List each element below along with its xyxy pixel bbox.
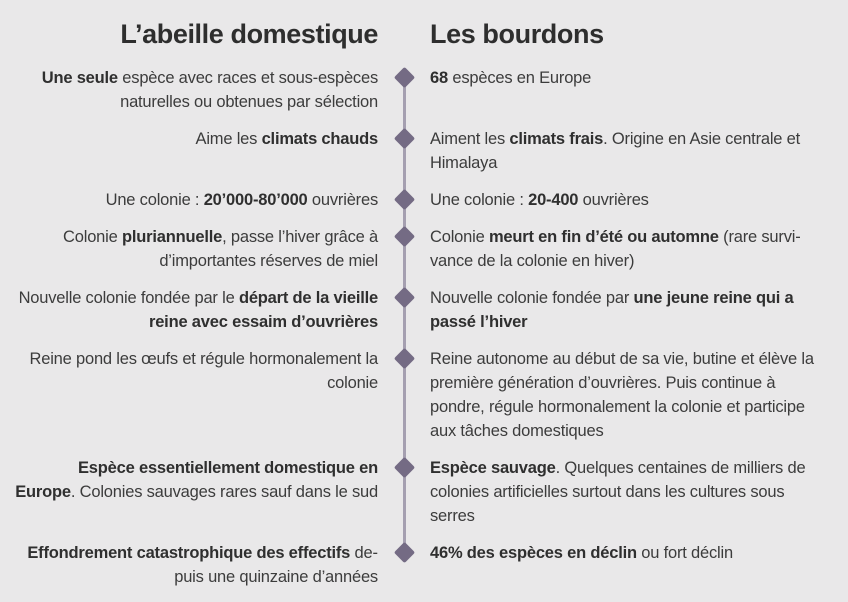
diamond-icon — [393, 189, 414, 210]
diamond-icon — [393, 226, 414, 247]
left-cell-text: Espèce essentiellement domestique en Europe. Colonies sauvages rares sauf dans le sud — [15, 459, 378, 501]
left-cell-text: Effondrement catastrophique des effectifs depuis une quinzaine d’années — [27, 544, 378, 586]
comparison-rows — [0, 66, 848, 602]
diamond-icon — [393, 348, 414, 369]
timeline-gutter — [378, 286, 430, 347]
right-cell-text: Une colonie : 20-400 ouvrières — [430, 191, 649, 209]
diamond-icon — [393, 287, 414, 308]
timeline-gutter — [378, 188, 430, 225]
right-cell — [430, 541, 848, 602]
comparison-row — [0, 456, 848, 541]
timeline-gutter — [378, 541, 430, 602]
timeline-gutter — [378, 66, 430, 127]
left-cell — [0, 188, 378, 225]
right-cell-text: Espèce sauvage. Quelques centaines de milliers de colonies artificielles surtout dans les cultures sous serres — [430, 459, 806, 525]
timeline-gutter — [378, 225, 430, 286]
comparison-row — [0, 347, 848, 456]
left-cell — [0, 347, 378, 456]
diamond-icon — [393, 128, 414, 149]
right-cell — [430, 127, 848, 188]
timeline-gutter — [378, 347, 430, 456]
comparison-row — [0, 127, 848, 188]
right-cell-text: 68 espèces en Europe — [430, 69, 592, 87]
right-cell-text: Reine autonome au début de sa vie, butine et élève la première génération d’ouvrières. Puis continue à pondre, régule hormonalement la colonie et participe aux tâches domestiques — [430, 350, 814, 440]
right-cell — [430, 225, 848, 286]
right-cell-text: Colonie meurt en fin d’été ou automne (rare survivance de la colonie en hiver) — [430, 228, 801, 270]
comparison-row — [0, 225, 848, 286]
right-cell-text: 46% des espèces en déclin ou fort déclin — [430, 544, 733, 562]
timeline-gutter — [378, 127, 430, 188]
left-cell — [0, 456, 378, 541]
left-cell-text: Une seule espèce avec races et sous-espèces naturelles ou obtenues par sélection — [41, 69, 378, 111]
right-cell-text: Nouvelle colonie fondée par une jeune reine qui a passé l’hiver — [430, 289, 794, 331]
comparison-row — [0, 188, 848, 225]
comparison-row — [0, 541, 848, 602]
right-cell-text: Aiment les climats frais. Origine en Asie centrale et Himalaya — [430, 130, 801, 172]
diamond-icon — [393, 67, 414, 88]
diamond-icon — [393, 542, 414, 563]
left-cell — [0, 66, 378, 127]
right-cell — [430, 286, 848, 347]
right-cell — [430, 456, 848, 541]
right-column-title: Les bourdons — [430, 19, 604, 49]
right-cell — [430, 347, 848, 456]
left-cell-text: Reine pond les œufs et régule hormonalement la colonie — [29, 350, 378, 392]
left-cell — [0, 127, 378, 188]
right-cell — [430, 188, 848, 225]
header-gutter — [378, 18, 430, 66]
left-cell — [0, 225, 378, 286]
right-cell — [430, 66, 848, 127]
left-cell — [0, 541, 378, 602]
timeline-gutter — [378, 456, 430, 541]
left-cell-text: Nouvelle colonie fondée par le départ de la vieille reine avec essaim d’ouvrières — [18, 289, 378, 331]
comparison-row — [0, 66, 848, 127]
left-cell-text: Aime les climats chauds — [195, 130, 378, 148]
diamond-icon — [393, 457, 414, 478]
left-cell-text: Colonie pluriannuelle, passe l’hiver grâce à d’importantes réserves de miel — [63, 228, 378, 270]
left-cell-text: Une colonie : 20’000-80’000 ouvrières — [105, 191, 378, 209]
left-column-title: L’abeille domestique — [120, 19, 378, 49]
header-row — [0, 18, 848, 66]
left-cell — [0, 286, 378, 347]
comparison-row — [0, 286, 848, 347]
